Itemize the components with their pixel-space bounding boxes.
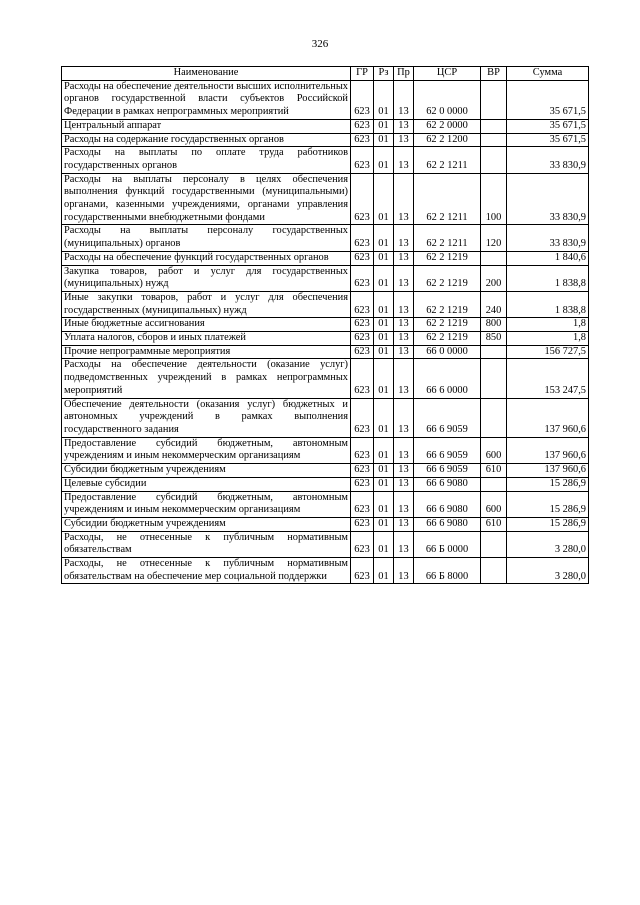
table-row <box>62 359 589 398</box>
row-pr: 13 <box>394 291 414 317</box>
row-csr: 62 2 1219 <box>414 291 481 317</box>
row-csr: 66 6 9059 <box>414 464 481 478</box>
table-row <box>62 265 589 291</box>
row-pr: 13 <box>394 147 414 173</box>
row-rz: 01 <box>374 119 394 133</box>
row-csr: 62 2 0000 <box>414 119 481 133</box>
table-row <box>62 332 589 346</box>
row-gr: 623 <box>351 265 374 291</box>
row-gr: 623 <box>351 531 374 557</box>
row-vr <box>481 147 507 173</box>
row-sum: 15 286,9 <box>507 517 589 531</box>
row-gr: 623 <box>351 491 374 517</box>
row-name: Расходы на выплаты персоналу государственных (муниципальных) органов <box>62 225 351 251</box>
row-pr: 13 <box>394 265 414 291</box>
row-vr: 200 <box>481 265 507 291</box>
row-csr: 62 2 1211 <box>414 147 481 173</box>
row-gr: 623 <box>351 318 374 332</box>
row-name: Иные бюджетные ассигнования <box>62 318 351 332</box>
row-pr: 13 <box>394 173 414 225</box>
header-gr: ГР <box>351 67 374 81</box>
row-csr: 66 6 9080 <box>414 491 481 517</box>
row-csr: 62 2 1219 <box>414 251 481 265</box>
row-pr: 13 <box>394 80 414 119</box>
row-pr: 13 <box>394 464 414 478</box>
row-csr: 66 6 0000 <box>414 359 481 398</box>
row-vr <box>481 398 507 437</box>
row-pr: 13 <box>394 251 414 265</box>
row-name: Расходы на содержание государственных органов <box>62 133 351 147</box>
row-gr: 623 <box>351 398 374 437</box>
row-vr: 850 <box>481 332 507 346</box>
row-vr <box>481 345 507 359</box>
row-sum: 156 727,5 <box>507 345 589 359</box>
row-rz: 01 <box>374 173 394 225</box>
page-number: 326 <box>311 38 329 50</box>
row-name: Расходы, не отнесенные к публичным нормативным обязательствам на обеспечение мер социальной поддержки <box>62 558 351 584</box>
row-rz: 01 <box>374 80 394 119</box>
row-sum: 1 838,8 <box>507 291 589 317</box>
row-vr: 610 <box>481 464 507 478</box>
row-rz: 01 <box>374 265 394 291</box>
row-csr: 62 2 1219 <box>414 318 481 332</box>
row-gr: 623 <box>351 291 374 317</box>
row-csr: 66 Б 8000 <box>414 558 481 584</box>
table-row <box>62 225 589 251</box>
row-gr: 623 <box>351 464 374 478</box>
row-gr: 623 <box>351 332 374 346</box>
row-pr: 13 <box>394 359 414 398</box>
row-name: Расходы на выплаты по оплате труда работников государственных органов <box>62 147 351 173</box>
row-sum: 15 286,9 <box>507 477 589 491</box>
row-csr: 62 2 1219 <box>414 332 481 346</box>
row-rz: 01 <box>374 517 394 531</box>
row-rz: 01 <box>374 225 394 251</box>
row-csr: 66 0 0000 <box>414 345 481 359</box>
table-row <box>62 491 589 517</box>
table-row <box>62 173 589 225</box>
row-vr <box>481 477 507 491</box>
row-sum: 35 671,5 <box>507 119 589 133</box>
row-csr: 66 6 9059 <box>414 398 481 437</box>
row-rz: 01 <box>374 345 394 359</box>
row-vr <box>481 558 507 584</box>
table-row <box>62 291 589 317</box>
table-row <box>62 345 589 359</box>
row-csr: 62 2 1211 <box>414 173 481 225</box>
row-rz: 01 <box>374 291 394 317</box>
row-csr: 62 2 1211 <box>414 225 481 251</box>
row-rz: 01 <box>374 398 394 437</box>
row-vr <box>481 531 507 557</box>
table-row <box>62 119 589 133</box>
row-gr: 623 <box>351 225 374 251</box>
row-pr: 13 <box>394 225 414 251</box>
header-rz: Рз <box>374 67 394 81</box>
row-rz: 01 <box>374 437 394 463</box>
row-gr: 623 <box>351 345 374 359</box>
table-body <box>62 80 589 584</box>
row-rz: 01 <box>374 133 394 147</box>
row-name: Закупка товаров, работ и услуг для государственных (муниципальных) нужд <box>62 265 351 291</box>
row-name: Прочие непрограммные мероприятия <box>62 345 351 359</box>
row-name: Уплата налогов, сборов и иных платежей <box>62 332 351 346</box>
row-pr: 13 <box>394 477 414 491</box>
row-gr: 623 <box>351 119 374 133</box>
row-sum: 35 671,5 <box>507 133 589 147</box>
row-name: Субсидии бюджетным учреждениям <box>62 517 351 531</box>
row-name: Иные закупки товаров, работ и услуг для обеспечения государственных (муниципальных) нужд <box>62 291 351 317</box>
row-pr: 13 <box>394 437 414 463</box>
row-rz: 01 <box>374 359 394 398</box>
row-vr: 800 <box>481 318 507 332</box>
row-csr: 66 6 9080 <box>414 477 481 491</box>
row-sum: 33 830,9 <box>507 147 589 173</box>
table-row <box>62 80 589 119</box>
table-row <box>62 398 589 437</box>
row-gr: 623 <box>351 173 374 225</box>
row-name: Расходы, не отнесенные к публичным нормативным обязательствам <box>62 531 351 557</box>
row-csr: 62 2 1200 <box>414 133 481 147</box>
row-csr: 62 0 0000 <box>414 80 481 119</box>
row-name: Предоставление субсидий бюджетным, автономным учреждениям и иным некоммерческим организациям <box>62 437 351 463</box>
row-pr: 13 <box>394 517 414 531</box>
row-rz: 01 <box>374 251 394 265</box>
budget-table <box>61 66 589 584</box>
row-pr: 13 <box>394 133 414 147</box>
table-row <box>62 531 589 557</box>
row-name: Субсидии бюджетным учреждениям <box>62 464 351 478</box>
header-pr: Пр <box>394 67 414 81</box>
row-vr: 600 <box>481 437 507 463</box>
row-sum: 3 280,0 <box>507 558 589 584</box>
table-header-row <box>62 67 589 81</box>
row-name: Расходы на обеспечение деятельности высших исполнительных органов государственной власти субъектов Российской Федерации в рамках непрограммных мероприятий <box>62 80 351 119</box>
row-pr: 13 <box>394 332 414 346</box>
row-sum: 33 830,9 <box>507 173 589 225</box>
row-vr <box>481 119 507 133</box>
row-csr: 66 Б 0000 <box>414 531 481 557</box>
row-csr: 66 6 9059 <box>414 437 481 463</box>
row-rz: 01 <box>374 464 394 478</box>
table-row <box>62 464 589 478</box>
table-row <box>62 318 589 332</box>
table-row <box>62 147 589 173</box>
row-name: Расходы на выплаты персоналу в целях обеспечения выполнения функций государственными (муниципальными) органами, казенными учреждениями, органами управления государственными внебюджетными фондами <box>62 173 351 225</box>
row-name: Обеспечение деятельности (оказания услуг) бюджетных и автономных учреждений в рамках выполнения государственного задания <box>62 398 351 437</box>
row-rz: 01 <box>374 318 394 332</box>
table-row <box>62 477 589 491</box>
row-vr: 120 <box>481 225 507 251</box>
table-row <box>62 437 589 463</box>
row-sum: 35 671,5 <box>507 80 589 119</box>
row-pr: 13 <box>394 345 414 359</box>
row-vr <box>481 133 507 147</box>
row-sum: 1 838,8 <box>507 265 589 291</box>
row-vr: 600 <box>481 491 507 517</box>
row-pr: 13 <box>394 491 414 517</box>
row-csr: 66 6 9080 <box>414 517 481 531</box>
row-gr: 623 <box>351 517 374 531</box>
row-csr: 62 2 1219 <box>414 265 481 291</box>
row-vr: 610 <box>481 517 507 531</box>
row-rz: 01 <box>374 147 394 173</box>
row-vr <box>481 80 507 119</box>
row-gr: 623 <box>351 133 374 147</box>
row-rz: 01 <box>374 332 394 346</box>
row-name: Центральный аппарат <box>62 119 351 133</box>
row-rz: 01 <box>374 558 394 584</box>
header-sum: Сумма <box>507 67 589 81</box>
row-sum: 137 960,6 <box>507 398 589 437</box>
row-gr: 623 <box>351 359 374 398</box>
row-gr: 623 <box>351 147 374 173</box>
row-name: Целевые субсидии <box>62 477 351 491</box>
row-rz: 01 <box>374 477 394 491</box>
table-row <box>62 133 589 147</box>
row-pr: 13 <box>394 558 414 584</box>
row-gr: 623 <box>351 437 374 463</box>
header-name: Наименование <box>62 67 351 81</box>
row-pr: 13 <box>394 398 414 437</box>
row-name: Расходы на обеспечение деятельности (оказание услуг) подведомственных учреждений в рамках непрограммных мероприятий <box>62 359 351 398</box>
row-gr: 623 <box>351 251 374 265</box>
row-sum: 1,8 <box>507 318 589 332</box>
row-sum: 137 960,6 <box>507 437 589 463</box>
table-row <box>62 517 589 531</box>
row-pr: 13 <box>394 119 414 133</box>
row-gr: 623 <box>351 80 374 119</box>
row-rz: 01 <box>374 531 394 557</box>
row-pr: 13 <box>394 318 414 332</box>
row-sum: 15 286,9 <box>507 491 589 517</box>
header-vr: ВР <box>481 67 507 81</box>
table-row <box>62 251 589 265</box>
row-vr <box>481 359 507 398</box>
row-vr: 100 <box>481 173 507 225</box>
row-gr: 623 <box>351 558 374 584</box>
table-row <box>62 558 589 584</box>
row-sum: 33 830,9 <box>507 225 589 251</box>
row-sum: 1 840,6 <box>507 251 589 265</box>
row-rz: 01 <box>374 491 394 517</box>
header-csr: ЦСР <box>414 67 481 81</box>
row-vr <box>481 251 507 265</box>
row-name: Предоставление субсидий бюджетным, автономным учреждениям и иным некоммерческим организациям <box>62 491 351 517</box>
row-vr: 240 <box>481 291 507 317</box>
row-sum: 153 247,5 <box>507 359 589 398</box>
row-pr: 13 <box>394 531 414 557</box>
row-sum: 3 280,0 <box>507 531 589 557</box>
row-sum: 137 960,6 <box>507 464 589 478</box>
row-name: Расходы на обеспечение функций государственных органов <box>62 251 351 265</box>
row-gr: 623 <box>351 477 374 491</box>
row-sum: 1,8 <box>507 332 589 346</box>
